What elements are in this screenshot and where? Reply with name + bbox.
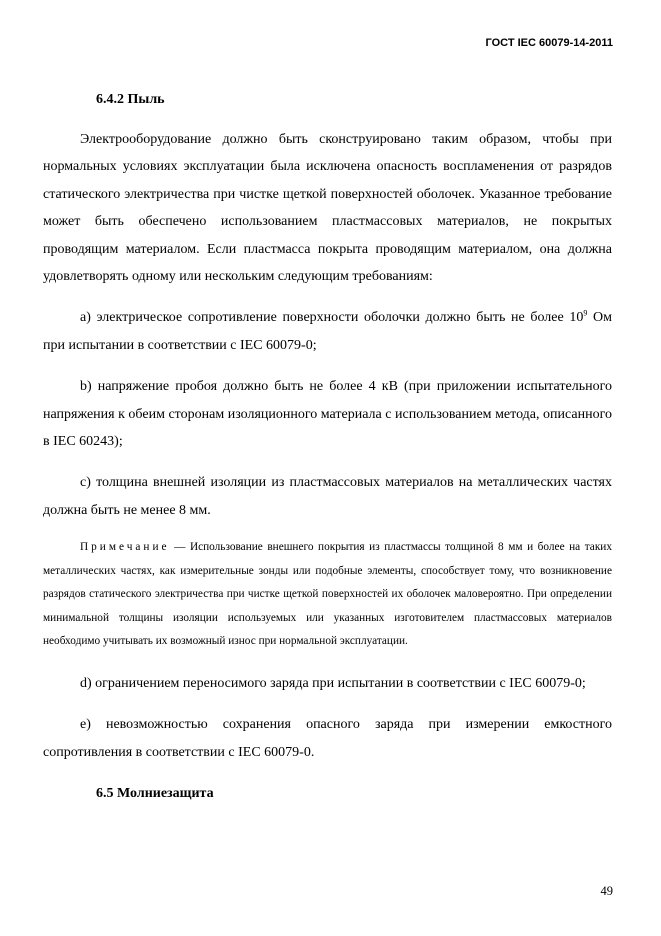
item-e: е) невозможностью сохранения опасного заряда при измерении емкостного сопротивления в соответствии с IEC 60079-0.: [43, 717, 612, 760]
item-c: c) толщина внешней изоляции из пластмассовых материалов на металлических частях должна быть не менее 8 мм.: [43, 475, 612, 518]
page-header: ГОСТ IEC 60079-14-2011: [485, 37, 613, 49]
note: [43, 536, 612, 654]
note-text: Использование внешнего покрытия из пластмассы толщиной 8 мм и более на таких металлических частях, как измерительные зонды или подобные элементы, способствует тому, что возникновение разрядов статического электричества при чистке щеткой поверхностей их оболочек маловероятно. При определении минимальной толщины изоляции используемых или указанных изготовителем пластмассовых материалов необходимо учитывать их возможный износ при нормальной эксплуатации.: [43, 541, 612, 648]
item-d: d) ограничением переносимого заряда при испытании в соответствии с IEC 60079-0;: [80, 675, 586, 691]
section-title-6-4-2: 6.4.2 Пыль: [96, 92, 165, 107]
item-a: [43, 304, 612, 359]
section-6-4-2-body: Электрооборудование должно быть сконструировано таким образом, чтобы при нормальных условиях эксплуатации была исключена опасность воспламенения от разрядов статического электричества при чистке щеткой поверхностей оболочек. Указанное требование может быть обеспечено использованием пластмассовых материалов, не покрытых проводящим материалом. Если пластмасса покрыта проводящим материалом, она должна удовлетворять одному или нескольким следующим требованиям:: [43, 132, 612, 285]
section-title-6-5: 6.5 Молниезащита: [96, 786, 214, 801]
page-content: [43, 84, 612, 808]
note-label: Примечание: [80, 541, 170, 554]
item-b: b) напряжение пробоя должно быть не более 4 кВ (при приложении испытательного напряжения к обеим сторонам изоляционного материала с использованием метода, описанного в IEC 60243);: [43, 379, 612, 450]
item-a-exponent: 9: [583, 308, 588, 318]
page-number: 49: [600, 884, 613, 898]
item-a-text-end: Ом при испытании в соответствии с IEC 60079-0;: [43, 310, 612, 353]
item-a-text: а) электрическое сопротивление поверхности оболочки должно быть не более 10: [80, 310, 584, 326]
note-dash: —: [169, 541, 190, 554]
